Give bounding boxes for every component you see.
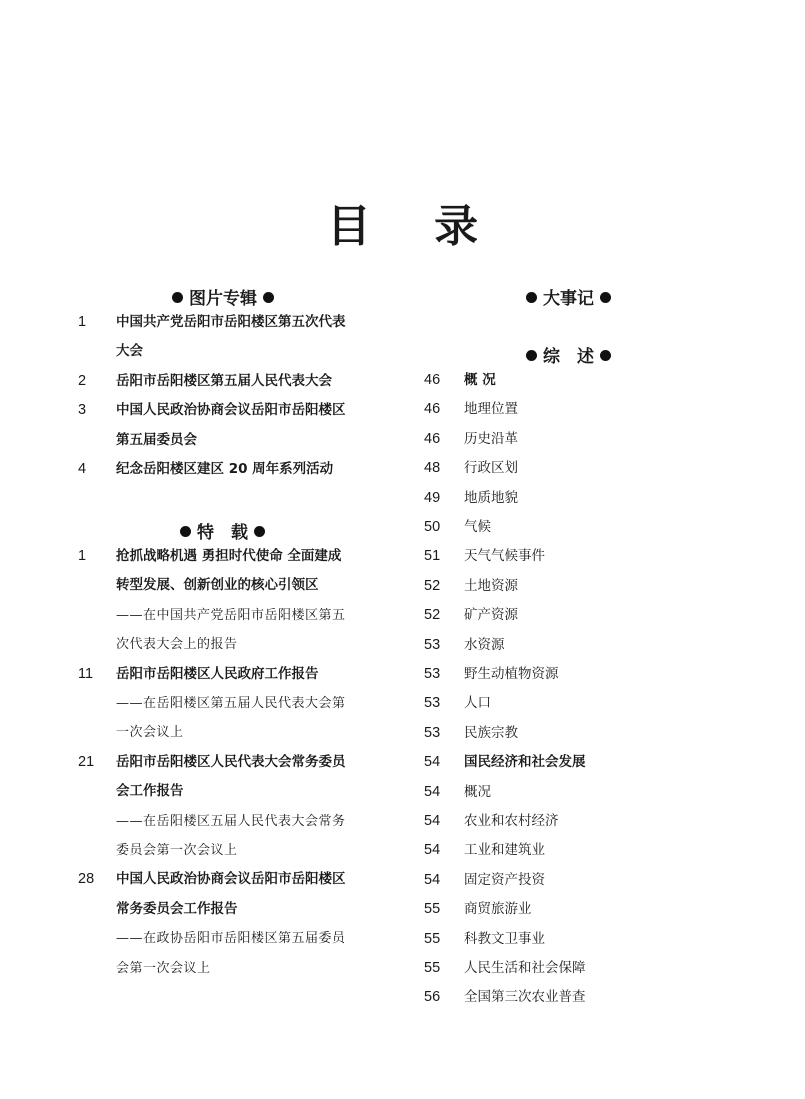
toc-entry-subtitle: 一次会议上	[116, 725, 184, 741]
toc-entry-line: 抢抓战略机遇 勇担时代使命 全面建成	[116, 548, 342, 564]
toc-entry-title	[464, 601, 754, 630]
toc-entry-subtitle: 会第一次会议上	[116, 960, 211, 976]
toc-entry-title	[116, 367, 378, 396]
toc-entry-title	[464, 572, 754, 601]
section-heading-label: 综 述	[543, 347, 594, 367]
toc-page-number: 46	[424, 401, 441, 418]
toc-entry-line: 天气气候事件	[464, 548, 545, 565]
toc-entry-line: 转型发展、创新创业的核心引领区	[116, 577, 319, 594]
toc-page-number: 21	[78, 753, 95, 770]
toc-entry-line: 人口	[464, 695, 491, 712]
toc-entry-subtitle: 次代表大会上的报告	[116, 637, 238, 653]
toc-page-number: 53	[424, 666, 441, 682]
toc-entry-title	[464, 719, 754, 748]
section-heading-special	[174, 518, 271, 543]
toc-entry-line: 大会	[116, 343, 143, 360]
toc-entry-line: 民族宗教	[464, 724, 518, 741]
toc-page-number: 53	[424, 695, 441, 712]
section-heading-label: 大事记	[543, 289, 594, 309]
bullet-dot-icon	[254, 526, 265, 537]
bullet-dot-icon	[263, 292, 274, 303]
toc-page-number: 55	[424, 930, 441, 947]
toc-entry-line: 中国共产党岳阳市岳阳楼区第五次代表	[116, 314, 346, 330]
toc-page-number: 48	[424, 460, 441, 477]
toc-entry-line: 概况	[464, 783, 491, 800]
toc-entry-line: 中国人民政治协商会议岳阳市岳阳楼区	[116, 871, 346, 888]
toc-page-number: 54	[424, 783, 441, 800]
toc-entry-title	[464, 366, 754, 395]
toc-page-number: 54	[424, 754, 441, 771]
toc-entry-line: 纪念岳阳楼区建区 20 周年系列活动	[116, 461, 334, 477]
toc-page-number: 51	[424, 548, 441, 565]
bullet-dot-icon	[172, 292, 183, 303]
toc-entry-subtitle: ——在岳阳楼区五届人民代表大会常务	[116, 813, 346, 829]
toc-page-number: 49	[424, 489, 441, 506]
toc-entry-line: 中国人民政治协商会议岳阳市岳阳楼区	[116, 402, 346, 419]
toc-page-number: 53	[424, 724, 441, 741]
toc-entry-line: 会工作报告	[116, 783, 184, 800]
toc-entry-line: 工业和建筑业	[464, 842, 545, 859]
toc-entry-line: 农业和农村经济	[464, 813, 559, 829]
toc-entry-title	[464, 513, 754, 542]
toc-page-number: 2	[78, 372, 87, 389]
toc-entry-title	[116, 542, 378, 660]
toc-page-number: 46	[424, 430, 441, 447]
page-title: 目 录	[326, 201, 503, 252]
toc-entry-line: 常务委员会工作报告	[116, 900, 238, 917]
section-heading-label: 特 载	[197, 523, 248, 543]
toc-entry-title	[116, 455, 378, 484]
toc-page-number: 46	[424, 372, 441, 388]
toc-page-number: 54	[424, 871, 441, 888]
toc-entry-title	[464, 454, 754, 483]
toc-entry-line: 全国第三次农业普查	[464, 989, 586, 1006]
section-heading-chronicle	[520, 284, 617, 309]
toc-entry-line: 第五届委员会	[116, 431, 197, 448]
toc-page-number: 1	[78, 314, 87, 330]
toc-entry-title	[464, 748, 754, 777]
toc-entry-line: 概 况	[464, 372, 496, 388]
toc-entry-line: 固定资产投资	[464, 871, 545, 888]
toc-entry-title	[464, 689, 754, 718]
toc-entry-title	[116, 396, 378, 455]
toc-page-number: 3	[78, 402, 87, 419]
section-heading-photos	[166, 284, 280, 309]
toc-page-number: 54	[424, 842, 441, 859]
toc-entry-line: 国民经济和社会发展	[464, 754, 586, 771]
toc-entry-line: 矿产资源	[464, 607, 518, 624]
toc-entry-line: 地质地貌	[464, 489, 518, 506]
toc-entry-title	[116, 748, 378, 866]
toc-entry-line: 水资源	[464, 636, 505, 653]
toc-entry-line: 行政区划	[464, 460, 518, 477]
bullet-dot-icon	[600, 292, 611, 303]
toc-entry-title	[464, 895, 754, 924]
toc-entry-line: 土地资源	[464, 577, 518, 594]
toc-page-number: 52	[424, 607, 441, 624]
toc-entry-line: 历史沿革	[464, 430, 518, 447]
toc-entry-title	[464, 778, 754, 807]
toc-entry-title	[464, 807, 754, 836]
bullet-dot-icon	[180, 526, 191, 537]
toc-entry-line: 岳阳市岳阳楼区第五届人民代表大会	[116, 372, 332, 389]
toc-entry-line: 岳阳市岳阳楼区人民政府工作报告	[116, 665, 319, 682]
toc-entry-title	[464, 836, 754, 865]
toc-page-number: 53	[424, 636, 441, 653]
toc-entry-subtitle: ——在岳阳楼区第五届人民代表大会第	[116, 696, 346, 711]
toc-page-number: 4	[78, 461, 87, 477]
toc-entry-title	[464, 866, 754, 895]
toc-entry-title	[464, 631, 754, 660]
toc-entry-line: 地理位置	[464, 401, 518, 418]
toc-entry-title	[464, 484, 754, 513]
toc-entry-line: 野生动植物资源	[464, 666, 559, 682]
toc-entry-title	[116, 308, 378, 367]
toc-page-number: 55	[424, 960, 441, 976]
toc-entry-subtitle: ——在政协岳阳市岳阳楼区第五届委员	[116, 931, 346, 947]
toc-page-number: 11	[78, 665, 94, 682]
toc-page-number: 28	[78, 871, 95, 888]
toc-entry-title	[464, 983, 754, 1012]
section-heading-overview	[520, 342, 617, 367]
bullet-dot-icon	[526, 292, 537, 303]
toc-page-number: 56	[424, 989, 441, 1006]
toc-entry-title	[464, 542, 754, 571]
toc-entry-subtitle: 委员会第一次会议上	[116, 843, 238, 859]
bullet-dot-icon	[600, 350, 611, 361]
toc-page-number: 52	[424, 577, 441, 594]
toc-entry-title	[464, 660, 754, 689]
toc-entry-line: 岳阳市岳阳楼区人民代表大会常务委员	[116, 753, 346, 770]
toc-entry-title	[116, 660, 378, 748]
toc-entry-title	[116, 865, 378, 983]
toc-entry-subtitle: ——在中国共产党岳阳市岳阳楼区第五	[116, 607, 346, 623]
section-heading-label: 图片专辑	[189, 289, 257, 309]
toc-entry-line: 科教文卫事业	[464, 930, 545, 947]
toc-page-number: 50	[424, 519, 441, 535]
toc-entry-line: 商贸旅游业	[464, 901, 532, 918]
toc-entry-title	[464, 395, 754, 424]
toc-entry-line: 人民生活和社会保障	[464, 960, 586, 976]
bullet-dot-icon	[526, 350, 537, 361]
toc-entry-title	[464, 425, 754, 454]
toc-page-number: 54	[424, 813, 441, 829]
toc-page-number: 1	[78, 548, 87, 564]
toc-entry-title	[464, 954, 754, 983]
toc-entry-title	[464, 925, 754, 954]
toc-page-number: 55	[424, 901, 441, 918]
toc-entry-line: 气候	[464, 519, 491, 535]
